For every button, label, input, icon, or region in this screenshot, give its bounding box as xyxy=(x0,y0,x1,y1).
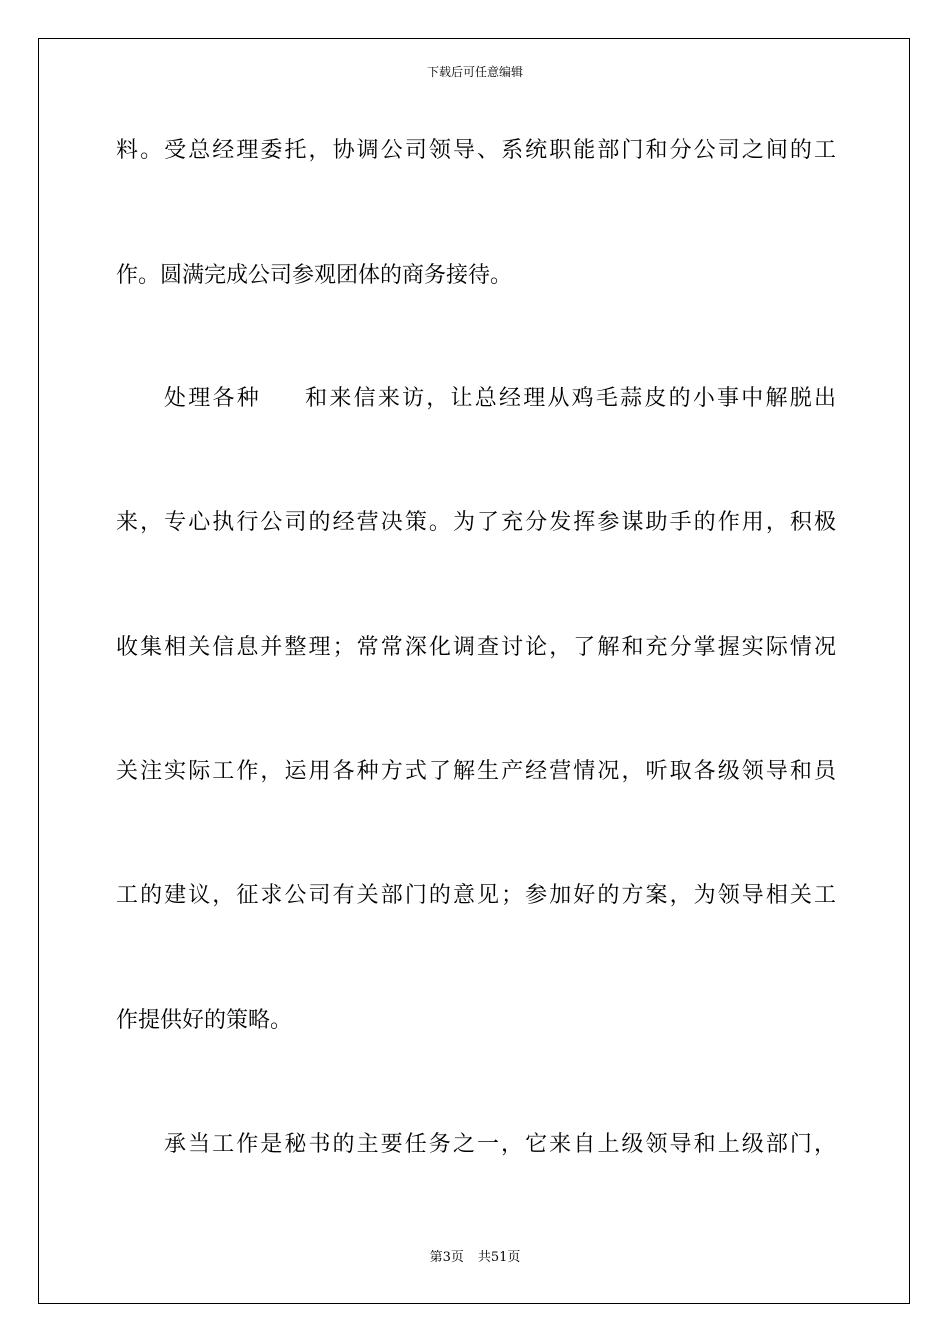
page-border xyxy=(38,38,910,1304)
paragraph-line: 收集相关信息并整理；常常深化调查讨论，了解和充分掌握实际情况 xyxy=(116,635,836,660)
paragraph-line: 作。圆满完成公司参观团体的商务接待。 xyxy=(116,263,513,288)
paragraph-line xyxy=(164,384,836,414)
paragraph-line: 料。受总经理委托，协调公司领导、系统职能部门和分公司之间的工 xyxy=(116,138,836,163)
page-footer xyxy=(0,1250,950,1266)
paragraph-line: 承当工作是秘书的主要任务之一，它来自上级领导和上级部门， xyxy=(164,1132,836,1157)
header-note: 下载后可任意编辑 xyxy=(426,65,523,79)
paragraph-line: 作提供好的策略。 xyxy=(116,1008,293,1033)
paragraph-line: 工的建议，征求公司有关部门的意见；参加好的方案，为领导相关工 xyxy=(116,883,836,908)
page-number: 第3页 xyxy=(429,1250,464,1265)
paragraph-fragment: 处理各种 xyxy=(164,386,261,411)
paragraph-line: 来，专心执行公司的经营决策。为了充分发挥参谋助手的作用，积极 xyxy=(116,510,836,535)
paragraph-fragment: 和来信来访，让总经理从鸡毛蒜皮的小事中解脱出 xyxy=(302,386,836,411)
page-total: 共51页 xyxy=(477,1250,521,1265)
paragraph-line: 关注实际工作，运用各种方式了解生产经营情况，听取各级领导和员 xyxy=(116,759,836,784)
